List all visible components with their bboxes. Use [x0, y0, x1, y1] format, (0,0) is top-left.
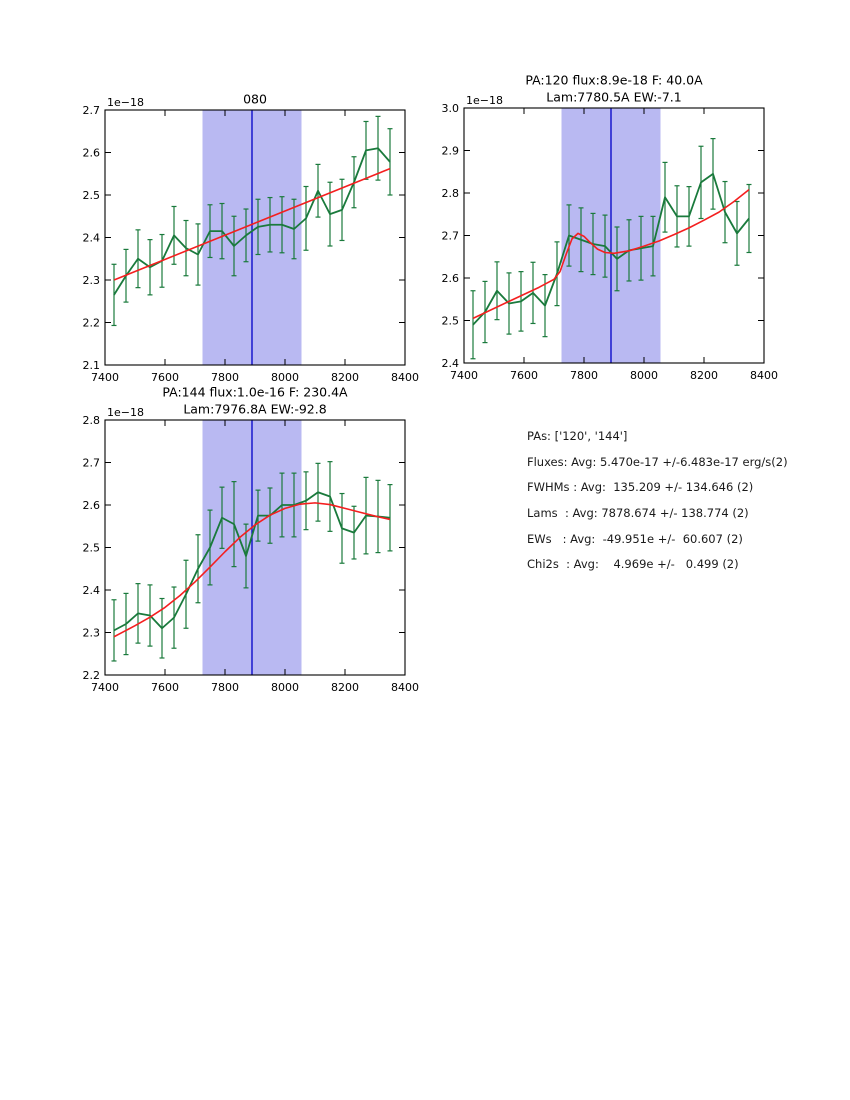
y-tick-label: 2.7: [82, 104, 100, 117]
stats-line: Lams : Avg: 7878.674 +/- 138.774 (2): [527, 506, 749, 521]
stats-line: PAs: ['120', '144']: [527, 429, 628, 443]
y-tick-label: 2.5: [82, 189, 100, 202]
x-tick-label: 8000: [271, 371, 299, 384]
y-tick-label: 2.4: [82, 584, 100, 597]
x-tick-label: 8000: [630, 369, 658, 382]
y-tick-label: 2.6: [441, 272, 459, 285]
y-axis-offset-label: 1e−18: [107, 96, 144, 109]
x-tick-label: 7800: [570, 369, 598, 382]
y-tick-label: 3.0: [441, 102, 459, 115]
x-tick-label: 8200: [331, 371, 359, 384]
x-tick-label: 8400: [391, 371, 419, 384]
plot-title: Lam:7976.8A EW:-92.8: [183, 401, 327, 417]
y-tick-label: 2.4: [82, 231, 100, 245]
y-tick-label: 2.1: [82, 359, 100, 372]
y-axis-offset-label: 1e−18: [466, 94, 503, 107]
y-tick-label: 2.6: [82, 499, 100, 512]
subplot-svg: [419, 68, 799, 398]
subplot-avg-080: [60, 70, 440, 400]
y-tick-label: 2.9: [441, 144, 459, 158]
stats-panel: [527, 424, 788, 578]
y-tick-label: 2.7: [82, 456, 100, 470]
y-tick-label: 2.3: [82, 626, 100, 640]
x-tick-label: 7400: [91, 681, 119, 694]
y-tick-label: 2.2: [82, 669, 100, 682]
stats-line: EWs : Avg: -49.951e +/- 60.607 (2): [527, 531, 743, 546]
plot-title: PA:144 flux:1.0e-16 F: 230.4A: [162, 384, 348, 400]
x-tick-label: 7800: [211, 371, 239, 384]
subplot-pa144: [60, 380, 440, 710]
y-tick-label: 2.7: [441, 229, 459, 243]
x-tick-label: 7400: [450, 369, 478, 382]
x-tick-label: 7800: [211, 681, 239, 694]
plot-title: PA:120 flux:8.9e-18 F: 40.0A: [525, 72, 703, 88]
x-tick-label: 8400: [391, 681, 419, 694]
plot-title: Lam:7780.5A EW:-7.1: [546, 89, 682, 105]
y-tick-label: 2.2: [82, 316, 100, 330]
x-tick-label: 8000: [271, 681, 299, 694]
y-tick-label: 2.6: [82, 146, 100, 160]
y-axis-offset-label: 1e−18: [107, 406, 144, 419]
x-tick-label: 7600: [151, 681, 179, 694]
stats-line: Fluxes: Avg: 5.470e-17 +/-6.483e-17 erg/s(2): [527, 454, 788, 469]
x-tick-label: 7600: [151, 371, 179, 384]
y-tick-label: 2.5: [441, 314, 459, 328]
y-tick-label: 2.4: [441, 357, 459, 370]
x-tick-label: 7600: [510, 369, 538, 382]
plot-title: 080: [243, 91, 267, 107]
y-tick-label: 2.3: [82, 274, 100, 287]
y-tick-label: 2.8: [441, 187, 459, 200]
y-tick-label: 2.5: [82, 541, 100, 555]
y-tick-label: 2.8: [82, 414, 100, 427]
x-tick-label: 8200: [690, 369, 718, 382]
subplot-pa120: [419, 68, 799, 398]
subplot-svg: [60, 70, 440, 400]
subplot-svg: [60, 380, 440, 710]
stats-line: Chi2s : Avg: 4.969e +/- 0.499 (2): [527, 557, 739, 572]
stats-line: FWHMs : Avg: 135.209 +/- 134.646 (2): [527, 480, 754, 495]
x-tick-label: 7400: [91, 371, 119, 384]
x-tick-label: 8400: [750, 369, 778, 382]
x-tick-label: 8200: [331, 681, 359, 694]
